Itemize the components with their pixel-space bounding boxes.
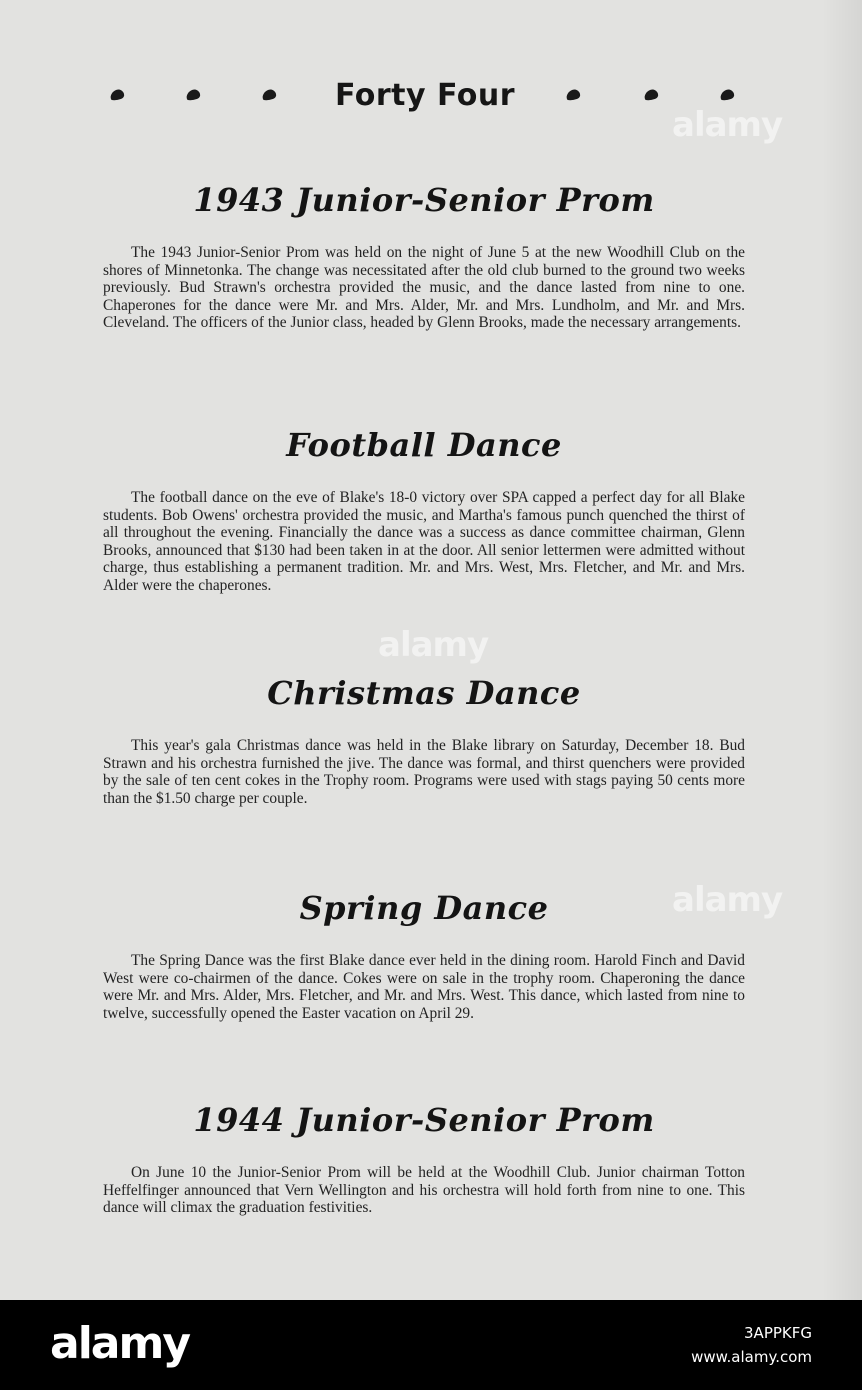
- page-header: [100, 70, 750, 126]
- section-football-dance: [103, 425, 745, 595]
- footer-url: www.alamy.com: [691, 1348, 812, 1366]
- alamy-logo: alamy: [50, 1318, 189, 1369]
- section-body: On June 10 the Junior-Senior Prom will be held at the Woodhill Club. Junior chairman Totton Heffelfinger announced that Vern Wellington and his orchestra will hold forth from nine to one. This dance will climax the graduation festivities.: [103, 1164, 745, 1217]
- watermark: alamy: [672, 880, 783, 920]
- section-body: This year's gala Christmas dance was held in the Blake library on Saturday, December 18. Bud Strawn and his orchestra furnished the jive. The dance was formal, and thirst quenchers were provided by the sale of ten cent cokes in the Trophy room. Programs were used with stags paying 50 cents more than the $1.50 charge per couple.: [103, 737, 745, 807]
- section-heading: 1944 Junior-Senior Prom: [193, 1101, 655, 1139]
- image-id: 3APPKFG: [744, 1324, 812, 1342]
- section-1943-prom: [103, 180, 745, 332]
- section-heading: Christmas Dance: [267, 674, 581, 712]
- stock-footer: [0, 1300, 862, 1390]
- section-heading: Football Dance: [286, 426, 562, 464]
- section-heading: 1943 Junior-Senior Prom: [193, 181, 655, 219]
- section-christmas-dance: [103, 673, 745, 807]
- section-1944-prom: [103, 1100, 745, 1217]
- watermark: alamy: [672, 105, 783, 145]
- section-body: The Spring Dance was the first Blake dance ever held in the dining room. Harold Finch and David West were co-chairmen of the dance. Cokes were on sale in the trophy room. Chaperoning the dance were Mr. and Mrs. Alder, Mrs. Fletcher, and Mr. and Mrs. West. This dance, which lasted from nine to twelve, successfully opened the Easter vacation on April 29.: [103, 952, 745, 1022]
- section-body: The 1943 Junior-Senior Prom was held on the night of June 5 at the new Woodhill Club on the shores of Minnetonka. The change was necessitated after the old club burned to the ground two weeks previously. Bud Strawn's orchestra provided the music, and the dance lasted from nine to one. Chaperones for the dance were Mr. and Mrs. Alder, Mr. and Mrs. Lundholm, and Mr. and Mrs. Cleveland. The officers of the Junior class, headed by Glenn Brooks, made the necessary arrangements.: [103, 244, 745, 332]
- page-title: Forty Four: [334, 78, 516, 113]
- section-spring-dance: [103, 888, 745, 1022]
- section-body: The football dance on the eve of Blake's 18-0 victory over SPA capped a perfect day for all Blake students. Bob Owens' orchestra provided the music, and Martha's famous punch quenched the thirst of all throughout the evening. Financially the dance was a success as dance committee chairman, Glenn Brooks, announced that $130 had been taken in at the door. All senior lettermen were admitted without charge, thus establishing a permanent tradition. Mr. and Mrs. West, Mrs. Fletcher, and Mr. and Mrs. Alder were the chaperones.: [103, 489, 745, 594]
- section-heading: Spring Dance: [299, 889, 549, 927]
- watermark: alamy: [378, 625, 489, 665]
